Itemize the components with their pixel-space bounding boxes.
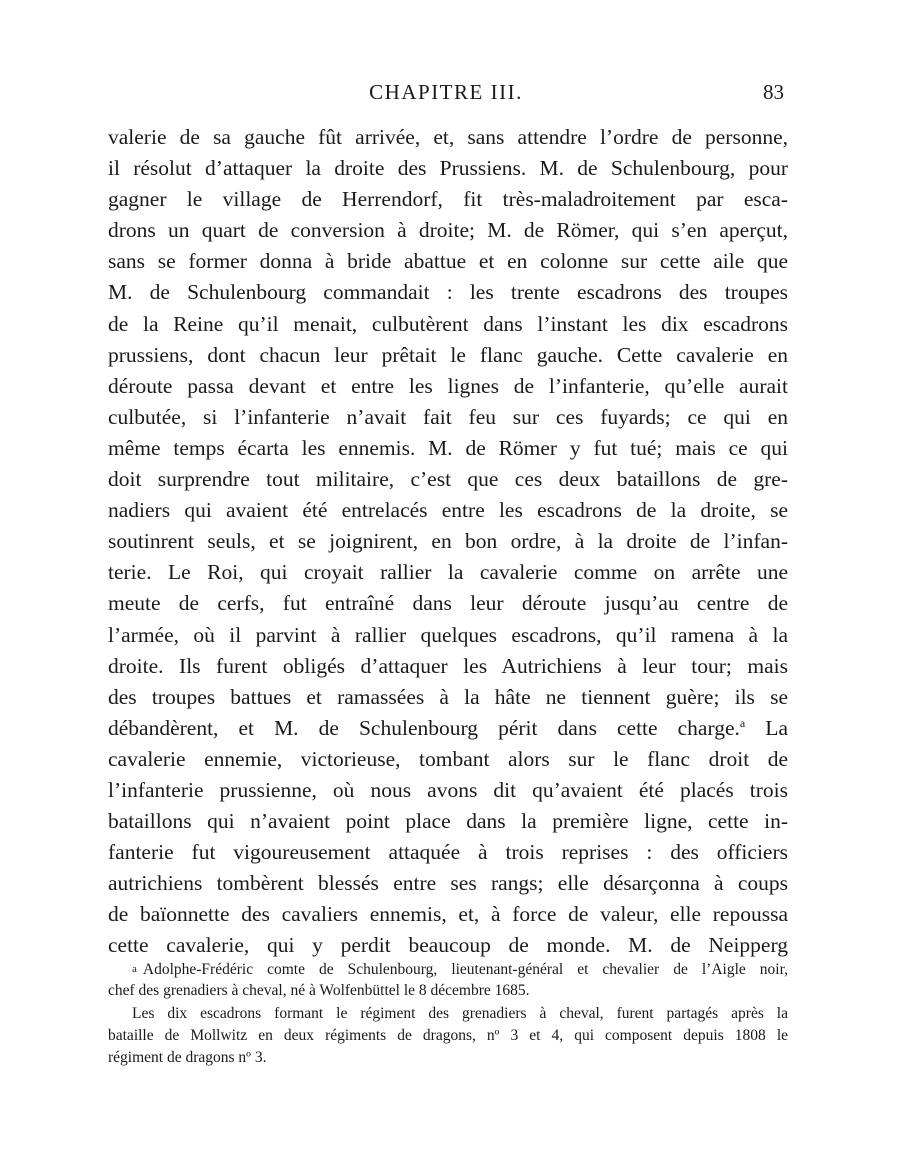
main-text <box>108 122 788 962</box>
text-line: fanterie fut vigoureusement attaquée à trois reprises : des officiers <box>108 840 788 865</box>
text-line: doit surprendre tout militaire, c’est que ces deux bataillons de gre- <box>108 467 788 492</box>
text-line: de baïonnette des cavaliers ennemis, et, à force de valeur, elle repoussa <box>108 902 788 927</box>
text-line: nadiers qui avaient été entrelacés entre les escadrons de la droite, se <box>108 498 788 523</box>
text-line: il résolut d’attaquer la droite des Prussiens. M. de Schulenbourg, pour <box>108 156 788 181</box>
footnote-b-line: régiment de dragons nº 3. <box>108 1049 267 1067</box>
text-line: gagner le village de Herrendorf, fit très-maladroitement par esca- <box>108 187 788 212</box>
text-line: terie. Le Roi, qui croyait rallier la cavalerie comme on arrête une <box>108 560 788 585</box>
text-line: sans se former donna à bride abattue et en colonne sur cette aile que <box>108 249 788 274</box>
text-line: cavalerie ennemie, victorieuse, tombant alors sur le flanc droit de <box>108 746 788 771</box>
footnote-a-line <box>108 958 788 980</box>
text-segment: La <box>745 715 788 740</box>
text-line: de la Reine qu’il menait, culbutèrent dans l’instant les dix escadrons <box>108 311 788 336</box>
text-line: cette cavalerie, qui y perdit beaucoup de monde. M. de Neipperg <box>108 933 788 958</box>
text-segment: débandèrent, et M. de Schulenbourg périt dans cette charge. <box>108 715 740 740</box>
footnote-b-line: bataille de Mollwitz en deux régiments de dragons, nº 3 et 4, qui composent depuis 1808 le <box>108 1026 788 1044</box>
text-line: meute de cerfs, fut entraîné dans leur déroute jusqu’au centre de <box>108 591 788 616</box>
text-line: soutinrent seuls, et se joignirent, en bon ordre, à la droite de l’infan- <box>108 529 788 554</box>
text-line: culbutée, si l’infanterie n’avait fait feu sur ces fuyards; ce qui en <box>108 404 788 429</box>
text-line: l’infanterie prussienne, où nous avons dit qu’avaient été placés trois <box>108 777 788 802</box>
text-line: prussiens, dont chacun leur prêtait le flanc gauche. Cette cavalerie en <box>108 342 788 367</box>
text-line: bataillons qui n’avaient point place dans la première ligne, cette in- <box>108 809 788 834</box>
text-line: valerie de sa gauche fût arrivée, et, sans attendre l’ordre de personne, <box>108 125 788 149</box>
text-line: même temps écarta les ennemis. M. de Römer y fut tué; mais ce qui <box>108 435 788 460</box>
text-line-with-note-ref <box>108 713 788 744</box>
text-line: l’armée, où il parvint à rallier quelques escadrons, qu’il ramena à la <box>108 622 788 647</box>
text-line: des troupes battues et ramassées à la hâte ne tiennent guère; ils se <box>108 684 788 709</box>
page-number: 83 <box>763 80 784 104</box>
footnotes <box>108 958 788 1069</box>
text-line: drons un quart de conversion à droite; M. de Römer, qui s’en aperçut, <box>108 218 788 243</box>
text-line: droite. Ils furent obligés d’attaquer les Autrichiens à leur tour; mais <box>108 653 788 678</box>
text-line: autrichiens tombèrent blessés entre ses rangs; elle désarçonna à coups <box>108 871 788 896</box>
text-line: M. de Schulenbourg commandait : les trente escadrons des troupes <box>108 280 788 305</box>
footnote-b-line: Les dix escadrons formant le régiment des grenadiers à cheval, furent partagés après la <box>132 1004 788 1022</box>
page-header <box>108 80 784 110</box>
text-line: déroute passa devant et entre les lignes de l’infanterie, qu’elle aurait <box>108 373 788 398</box>
footnote-a-line: chef des grenadiers à cheval, né à Wolfenbüttel le 8 décembre 1685. <box>108 982 530 1000</box>
footnote-marker: a <box>132 963 137 975</box>
footnote-text: Adolphe-Frédéric comte de Schulenbourg, lieutenant-général et chevalier de l’Aigle noir, <box>142 961 788 978</box>
running-head: CHAPITRE III. <box>369 80 523 104</box>
footnote-reference: a <box>739 715 746 730</box>
